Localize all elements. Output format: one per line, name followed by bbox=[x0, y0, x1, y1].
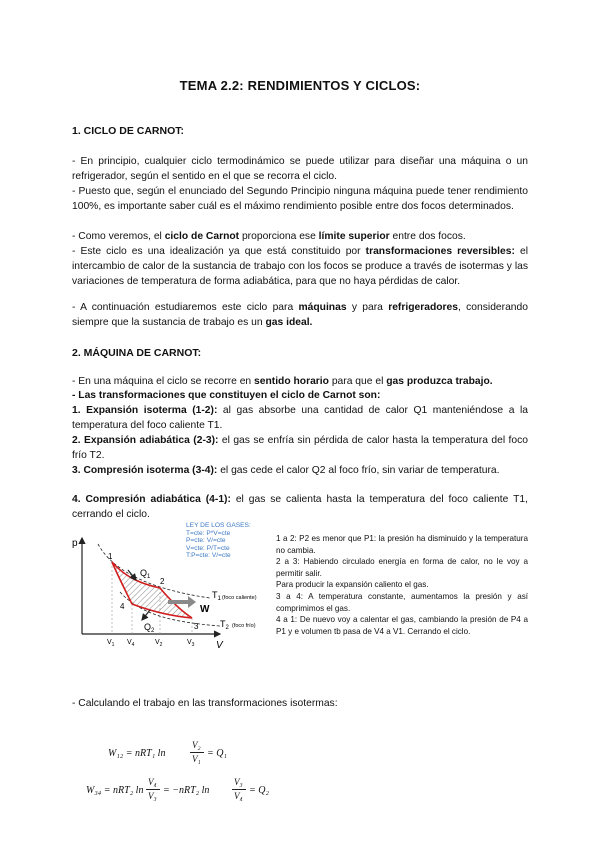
list-item-1: 1. Expansión isoterma (1-2): al gas absorbe una cantidad de calor Q1 manteniéndose a la temperatura del foco caliente T1. bbox=[72, 405, 528, 431]
section-heading-carnot-cycle: 1. CICLO DE CARNOT: bbox=[72, 125, 185, 137]
paragraph-s2-2: - Las transformaciones que constituyen el ciclo de Carnot son: bbox=[72, 390, 381, 401]
v3-tick-label: $V_3$ bbox=[187, 639, 195, 648]
paragraph-s1-5: - A continuación estudiaremos este ciclo para máquinas y para refrigeradores, considerando siempre que la sustancia de trabajo es un gas ideal. bbox=[72, 302, 528, 328]
fraction-bar bbox=[232, 789, 246, 790]
paragraph-s2-1: - En una máquina el ciclo se recorre en sentido horario para que el gas produzca trabajo. bbox=[72, 376, 493, 387]
point-2-label: 2 bbox=[160, 577, 165, 586]
page-title: TEMA 2.2: RENDIMIENTOS Y CICLOS: bbox=[179, 78, 421, 93]
legend-line: P=cte: V/=cte bbox=[186, 537, 226, 545]
fraction-bar bbox=[190, 752, 204, 753]
t2-label: $T_2$ bbox=[220, 619, 229, 631]
formula-w34-mid: = −nRT₂ ln bbox=[163, 785, 210, 796]
v4-tick-label: $V_4$ bbox=[127, 639, 135, 648]
q1-label: $Q_1$ bbox=[140, 568, 151, 580]
note-3-4: 3 a 4: A temperatura constante, aumentamos la presión y así comprimimos el gas. bbox=[276, 591, 528, 613]
formula-w12-rhs: = Q₁ bbox=[207, 748, 227, 759]
paragraph-s1-2: - Puesto que, según el enunciado del Segundo Principio ninguna máquina puede tener rendimiento 100%, es importante saber cuál es el máximo rendimiento posible entre dos focos determinados. bbox=[72, 186, 528, 212]
point-4-label: 4 bbox=[120, 602, 125, 611]
t1-label: $T_1$ bbox=[212, 590, 221, 602]
v1-tick-label: $V_1$ bbox=[107, 639, 115, 648]
point-3-label: 3 bbox=[194, 622, 199, 631]
paragraph-s1-1: - En principio, cualquier ciclo termodinámico se puede utilizar para diseñar una máquina o un refrigerador, según el sentido en el que se recorra el ciclo. bbox=[72, 156, 528, 182]
t1-caption: (foco caliente) bbox=[222, 595, 257, 601]
paragraph-s1-3: - Como veremos, el ciclo de Carnot proporciona ese límite superior entre dos focos. bbox=[72, 231, 466, 242]
q2-arrow-icon bbox=[142, 610, 150, 620]
note-expansion: Para producir la expansión caliento el gas. bbox=[276, 580, 429, 590]
formula-w12-denominator: V₁ bbox=[192, 754, 201, 764]
q2-label: $Q_2$ bbox=[144, 622, 155, 634]
paragraph-s1-4: - Este ciclo es una idealización ya que está constituido por transformaciones reversibles: el intercambio de calor de la sustancia de trabajo con los focos se produce a través de isotermas y las variaciones de temperatura de forma adiabática, para que no haya pérdidas de calor. bbox=[72, 246, 528, 287]
formula-w12-lhs: W₁₂ = nRT₁ ln bbox=[108, 748, 166, 759]
legend-line: T:P=cte: V/=cte bbox=[186, 552, 231, 560]
formula-w34-lhs: W₃₄ = nRT₂ ln bbox=[86, 785, 144, 796]
formula-w34-numerator-2: V₃ bbox=[234, 777, 243, 787]
note-1-2: 1 a 2: P2 es menor que P1: la presión ha disminuido y la temperatura no cambia. bbox=[276, 534, 528, 555]
formula-w34-rhs: = Q₂ bbox=[249, 785, 269, 796]
v-axis-label: V bbox=[216, 640, 223, 650]
formula-w34-denominator: V₃ bbox=[148, 791, 157, 801]
formula-w34-denominator-2: V₄ bbox=[234, 791, 243, 801]
legend-line: LEY DE LOS GASES: bbox=[186, 522, 251, 529]
legend-line: V=cte: P/T=cte bbox=[186, 544, 230, 552]
legend-line: T=cte: P*V=cte bbox=[186, 529, 231, 537]
carnot-pv-diagram bbox=[70, 530, 270, 650]
note-2-3: 2 a 3: Habiendo circulado energía en forma de calor, no le voy a permitir salir. bbox=[276, 557, 528, 578]
formula-w12-numerator: V₂ bbox=[192, 740, 201, 750]
list-item-3: 3. Compresión isoterma (3-4): el gas cede el calor Q2 al foco frío, sin variar de temperatura. bbox=[72, 465, 500, 476]
fraction-bar bbox=[146, 789, 160, 790]
p-axis-label: p bbox=[72, 538, 78, 549]
point-1-label: 1 bbox=[108, 552, 113, 561]
note-4-1: 4 a 1: De nuevo voy a calentar el gas, cambiando la presión de P4 a P1 y e volumen tb pasa de V4 a V1. Cerrando el ciclo. bbox=[276, 615, 528, 636]
work-label: W bbox=[200, 604, 210, 615]
paragraph-isothermal-work: - Calculando el trabajo en las transformaciones isotermas: bbox=[72, 698, 338, 709]
list-item-4: 4. Compresión adiabática (4-1): el gas se calienta hasta la temperatura del foco caliente T1, cerrando el ciclo. bbox=[72, 494, 528, 520]
t2-caption: (foco frío) bbox=[232, 623, 256, 629]
formula-w34-numerator: V₄ bbox=[148, 777, 157, 787]
diagram-notes bbox=[276, 533, 528, 637]
v2-tick-label: $V_2$ bbox=[155, 639, 163, 648]
section-heading-carnot-machine: 2. MÁQUINA DE CARNOT: bbox=[72, 347, 202, 359]
list-item-2: 2. Expansión adiabática (2-3): el gas se enfría sin pérdida de calor hasta la temperatura del foco frío T2. bbox=[72, 435, 528, 461]
